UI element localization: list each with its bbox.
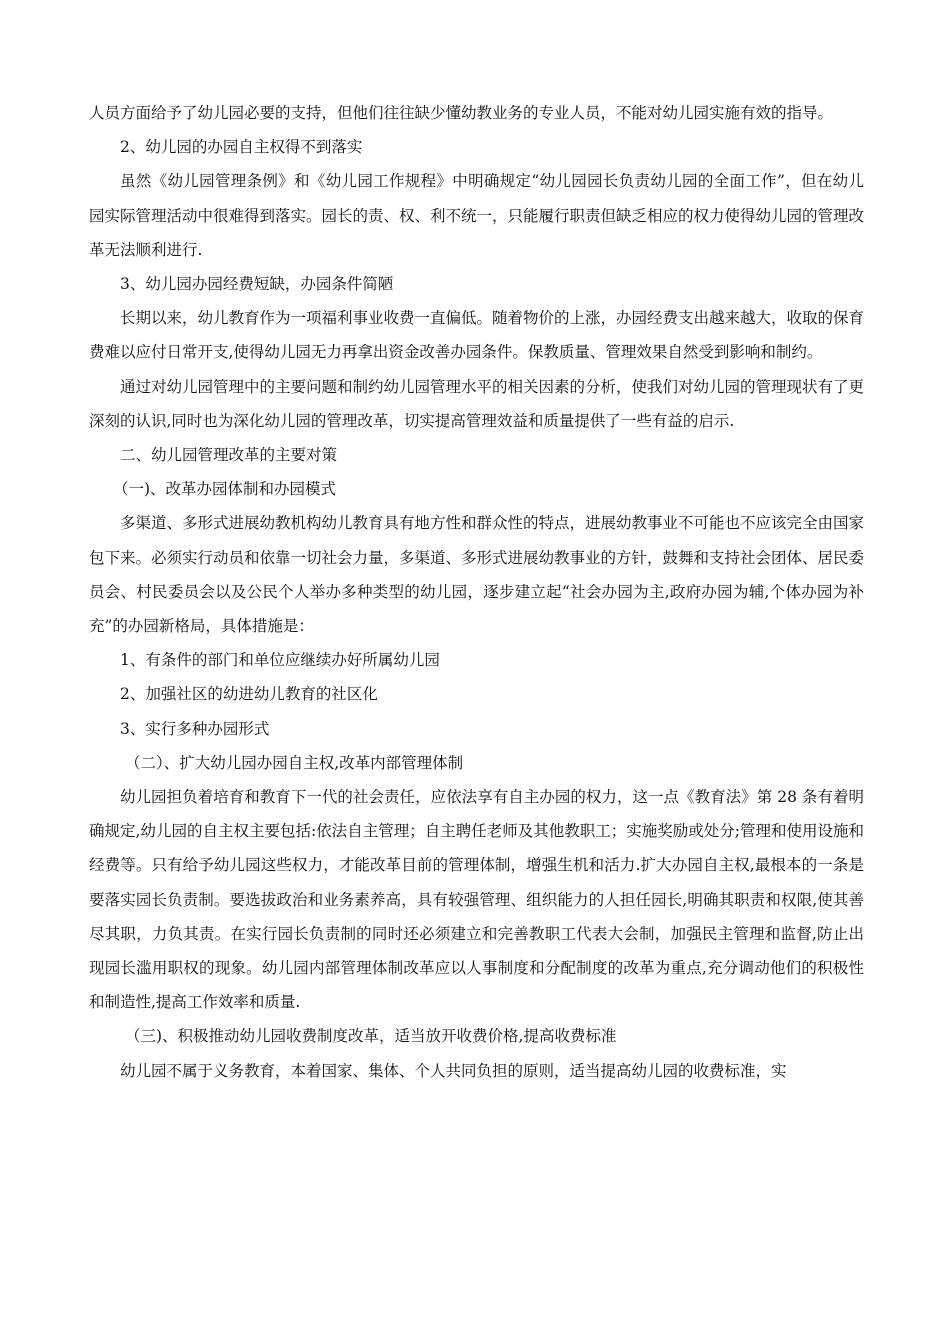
list-item: 2、加强社区的幼进幼儿教育的社区化 (120, 685, 378, 704)
subheading-2: 2、幼儿园的办园自主权得不到落实 (120, 138, 363, 157)
subsection-heading-1: （一)、改革办园体制和办园模式 (113, 480, 337, 499)
paragraph: 多渠道、多形式进展幼教机构幼儿教育具有地方性和群众性的特点，进展幼教事业不可能也不应该完全由国家包下来。必须实行动员和依靠一切社会力量，多渠道、多形式进展幼教事业的方针，鼓舞和支持社会团体、居民委员会、村民委员会以及公民个人举办多种类型的幼儿园，逐步建立起“社会办园为主,政府办园为辅,个体办园为补充”的办园新格局，具体措施是： (89, 514, 865, 636)
paragraph-cutoff: 幼儿园不属于义务教育，本着国家、集体、个人共同负担的原则，适当提高幼儿园的收费标准，实 (120, 1061, 787, 1080)
subheading-3: 3、幼儿园办园经费短缺，办园条件简陋 (120, 275, 394, 294)
list-item: 1、有条件的部门和单位应继续办好所属幼儿园 (120, 651, 440, 670)
paragraph: 虽然《幼儿园管理条例》和《幼儿园工作规程》中明确规定“幼儿园园长负责幼儿园的全面工作”，但在幼儿园实际管理活动中很难得到落实。园长的责、权、利不统一，只能履行职责但缺乏相应的权力使得幼儿园的管理改革无法顺利进行. (89, 172, 865, 259)
paragraph: 幼儿园担负着培育和教育下一代的社会责任，应依法享有自主办园的权力，这一点《教育法》第 28 条有着明确规定,幼儿园的自主权主要包括:依法自主管理；自主聘任老师及其他教职工；实施奖励或处分;管理和使用设施和经费等。只有给予幼儿园这些权力，才能改革目前的管理体制，增强生机和活力.扩大办园自主权,最根本的一条是要落实园长负责制。要选拔政治和业务素养高，具有较强管理、组织能力的人担任园长,明确其职责和权限,使其善尽其职，力负其责。在实行园长负责制的同时还必须建立和完善教职工代表大会制，加强民主管理和监督,防止出现园长滥用职权的现象。幼儿园内部管理体制改革应以人事制度和分配制度的改革为重点,充分调动他们的积极性和制造性,提高工作效率和质量. (89, 788, 864, 1012)
section-heading: 二、幼儿园管理改革的主要对策 (120, 446, 338, 465)
paragraph: 通过对幼儿园管理中的主要问题和制约幼儿园管理水平的相关因素的分析，使我们对幼儿园的管理现状有了更深刻的认识,同时也为深化幼儿园的管理改革，切实提高管理效益和质量提供了一些有益的启示. (89, 377, 865, 430)
subsection-heading-2: （二）、扩大幼儿园办园自主权,改革内部管理体制 (125, 753, 464, 772)
document-body (89, 96, 864, 1088)
subsection-heading-3: （三)、积极推动幼儿园收费制度改革，适当放开收费价格,提高收费标准 (125, 1027, 617, 1046)
list-item: 3、实行多种办园形式 (120, 719, 270, 738)
paragraph: 长期以来，幼儿教育作为一项福利事业收费一直偏低。随着物价的上涨，办园经费支出越来越大，收取的保育费难以应付日常开支,使得幼儿园无力再拿出资金改善办园条件。保教质量、管理效果自然受到影响和制约。 (89, 309, 865, 362)
paragraph-continuation: 人员方面给予了幼儿园必要的支持，但他们往往缺少懂幼教业务的专业人员，不能对幼儿园实施有效的指导。 (89, 104, 834, 122)
